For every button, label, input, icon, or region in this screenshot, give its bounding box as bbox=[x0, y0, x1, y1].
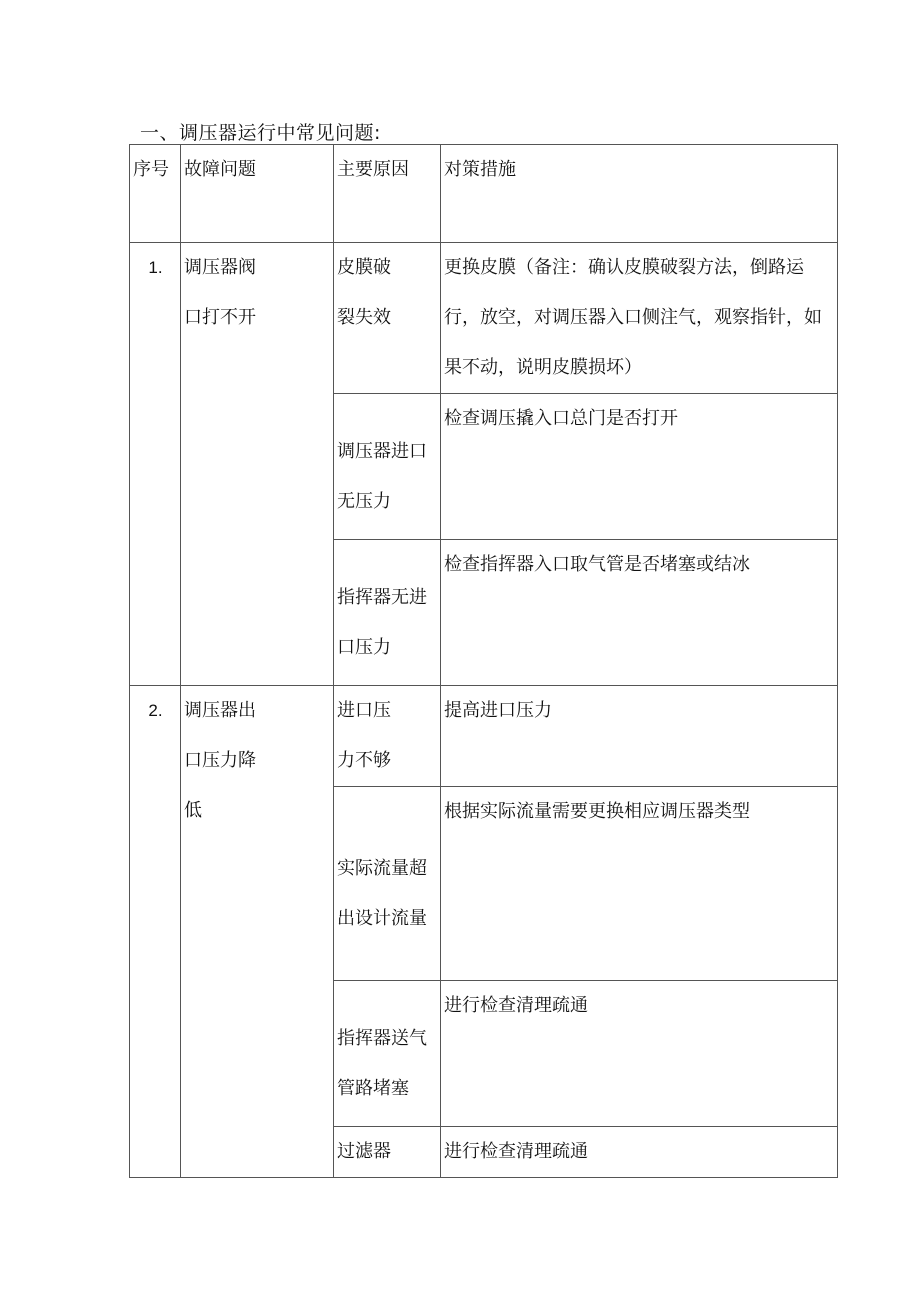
row-number: 1. bbox=[130, 243, 181, 686]
measure-cell: 根据实际流量需要更换相应调压器类型 bbox=[441, 787, 838, 981]
table-header-row bbox=[130, 145, 838, 243]
row-number: 2. bbox=[130, 686, 181, 1178]
measure-cell: 提高进口压力 bbox=[441, 686, 838, 787]
table-row bbox=[130, 243, 838, 394]
fault-cell: 调压器出口压力降低 bbox=[181, 686, 334, 1178]
measure-cell: 进行检查清理疏通 bbox=[441, 1127, 838, 1178]
header-measure: 对策措施 bbox=[441, 145, 838, 243]
measure-cell: 更换皮膜（备注：确认皮膜破裂方法，倒路运行，放空，对调压器入口侧注气，观察指针，如果不动，说明皮膜损坏） bbox=[441, 243, 838, 394]
measure-cell: 检查调压撬入口总门是否打开 bbox=[441, 394, 838, 540]
cause-cell: 指挥器送气管路堵塞 bbox=[334, 981, 441, 1127]
fault-cell: 调压器阀口打不开 bbox=[181, 243, 334, 686]
cause-cell: 进口压力不够 bbox=[334, 686, 441, 787]
measure-cell: 进行检查清理疏通 bbox=[441, 981, 838, 1127]
cause-cell: 皮膜破裂失效 bbox=[334, 243, 441, 394]
table-row bbox=[130, 686, 838, 787]
cause-cell: 调压器进口无压力 bbox=[334, 394, 441, 540]
header-seq: 序号 bbox=[130, 145, 181, 243]
measure-cell: 检查指挥器入口取气管是否堵塞或结冰 bbox=[441, 540, 838, 686]
section-heading: 一、调压器运行中常见问题: bbox=[140, 122, 381, 144]
header-fault: 故障问题 bbox=[181, 145, 334, 243]
cause-cell: 指挥器无进口压力 bbox=[334, 540, 441, 686]
header-cause: 主要原因 bbox=[334, 145, 441, 243]
cause-cell: 实际流量超出设计流量 bbox=[334, 787, 441, 981]
cause-cell: 过滤器 bbox=[334, 1127, 441, 1178]
troubleshooting-table bbox=[129, 144, 838, 1178]
